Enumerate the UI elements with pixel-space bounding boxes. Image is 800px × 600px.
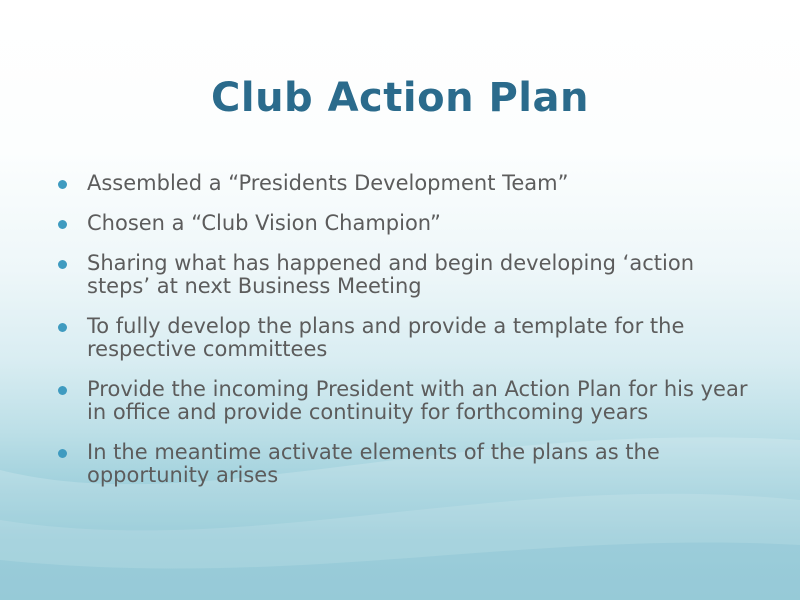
bullet-dot-icon bbox=[58, 180, 67, 189]
bullet-text: Assembled a “Presidents Development Team” bbox=[87, 171, 569, 195]
bullet-text: In the meantime activate elements of the plans as the opportunity arises bbox=[87, 440, 660, 487]
bullet-item bbox=[58, 172, 758, 195]
bullet-text: To fully develop the plans and provide a template for the respective committees bbox=[87, 314, 685, 361]
bullet-text: Chosen a “Club Vision Champion” bbox=[87, 211, 441, 235]
bullet-list bbox=[58, 172, 758, 504]
bullet-text: Sharing what has happened and begin developing ‘action steps’ at next Business Meeting bbox=[87, 251, 695, 298]
slide-title: Club Action Plan bbox=[211, 75, 589, 121]
bullet-dot-icon bbox=[58, 220, 67, 229]
bullet-dot-icon bbox=[58, 386, 67, 395]
bullet-item bbox=[58, 378, 758, 424]
bullet-item bbox=[58, 441, 758, 487]
bullet-dot-icon bbox=[58, 449, 67, 458]
bullet-item bbox=[58, 252, 758, 298]
bullet-dot-icon bbox=[58, 323, 67, 332]
bullet-item bbox=[58, 212, 758, 235]
bullet-dot-icon bbox=[58, 260, 67, 269]
bullet-text: Provide the incoming President with an Action Plan for his year in office and provide continuity for forthcoming years bbox=[87, 377, 748, 424]
bullet-item bbox=[58, 315, 758, 361]
